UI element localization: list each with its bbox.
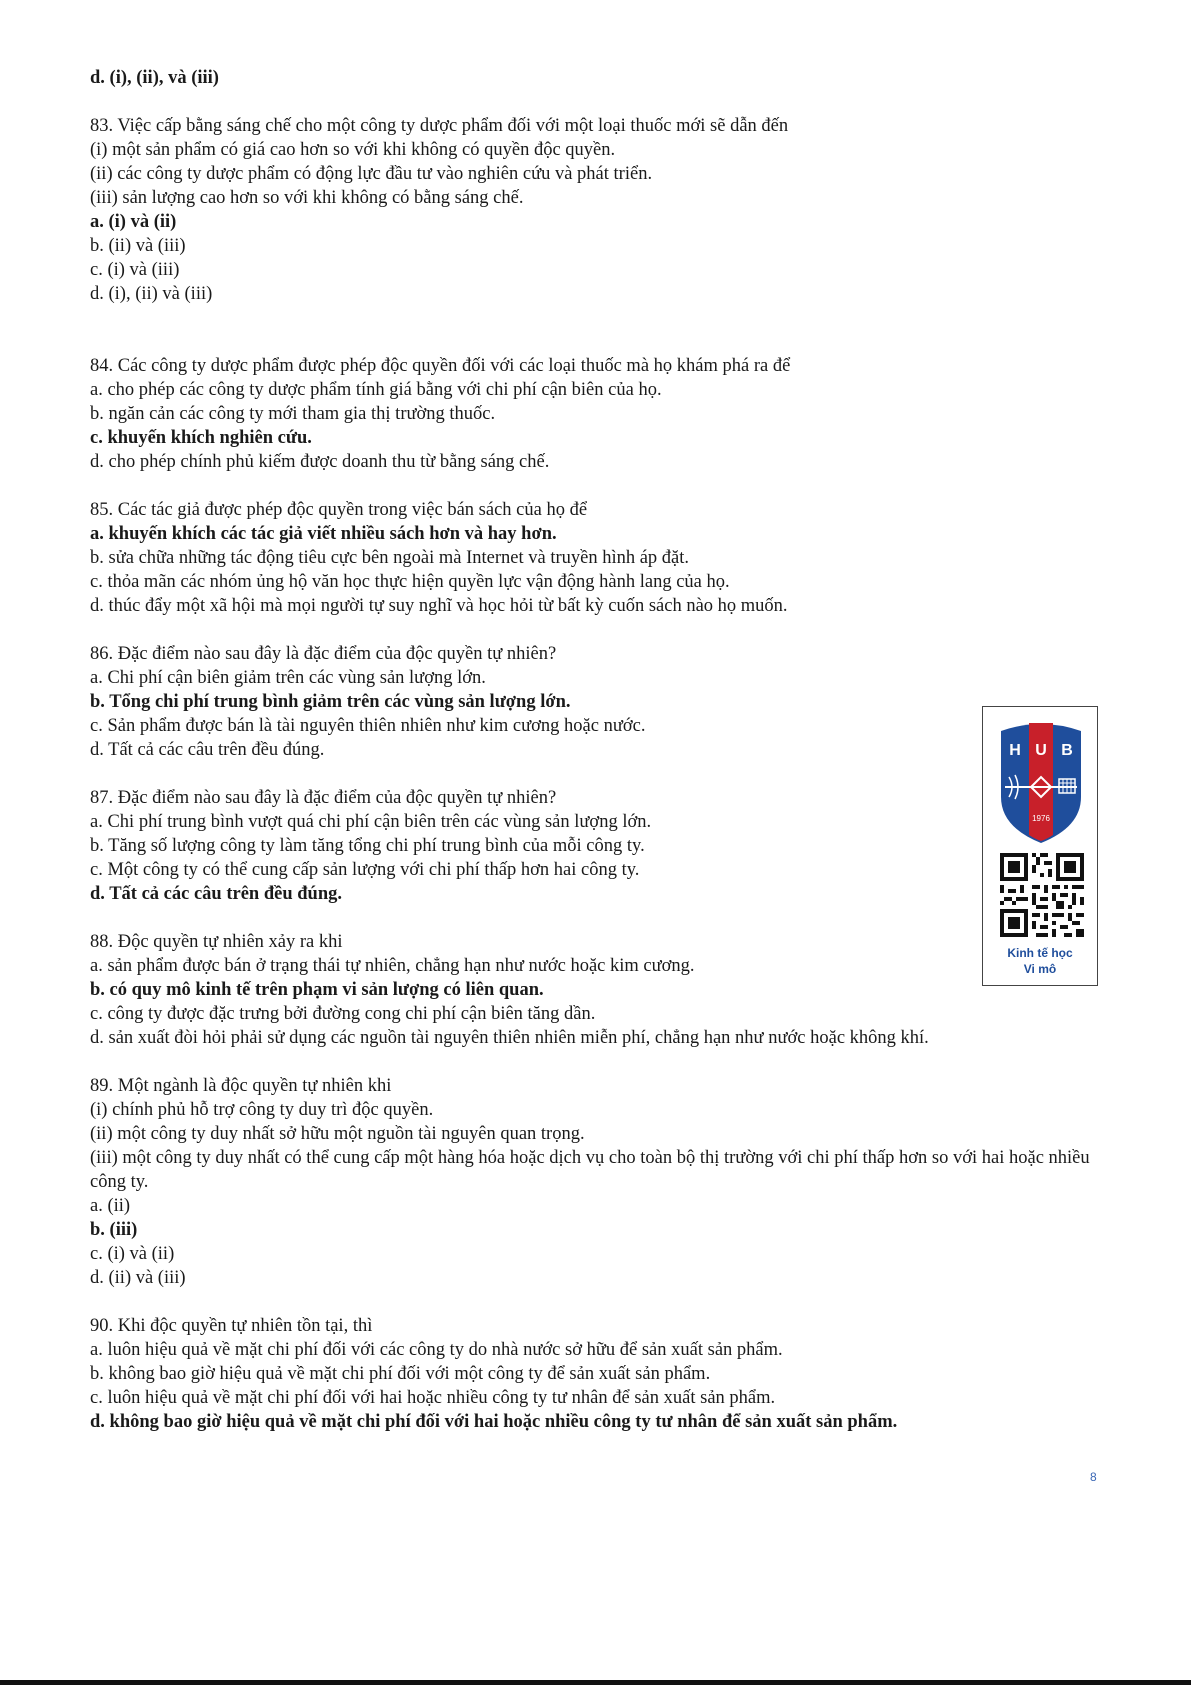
answer-option-correct: a. (i) và (ii) [90,212,177,232]
answer-option: d. sản xuất đòi hỏi phải sử dụng các nguồn tài nguyên thiên nhiên miễn phí, chẳng hạn như nước hoặc không khí. [90,1028,929,1048]
answer-option: c. thỏa mãn các nhóm ủng hộ văn học thực hiện quyền lực vận động hành lang của họ. [90,572,730,592]
page-number: 8 [1090,1470,1097,1484]
question-stem: 89. Một ngành là độc quyền tự nhiên khi [90,1076,392,1096]
question-84 [90,354,1100,474]
question-stem: 85. Các tác giả được phép độc quyền trong việc bán sách của họ để [90,500,588,520]
logo-letter-h: H [1009,742,1021,759]
question-stem: 87. Đặc điểm nào sau đây là đặc điểm của độc quyền tự nhiên? [90,788,557,808]
answer-option: d. Tất cả các câu trên đều đúng. [90,740,325,760]
answer-option: a. (ii) [90,1196,131,1216]
answer-option: b. không bao giờ hiệu quả về mặt chi phí đối với một công ty để sản xuất sản phẩm. [90,1364,711,1384]
question-stem: 83. Việc cấp bằng sáng chế cho một công ty dược phẩm đối với một loại thuốc mới sẽ dẫn đến [90,116,789,136]
answer-option: c. công ty được đặc trưng bởi đường cong chi phí cận biên tăng dần. [90,1004,596,1024]
answer-option: a. Chi phí cận biên giảm trên các vùng sản lượng lớn. [90,668,486,688]
answer-option-correct: a. khuyến khích các tác giả viết nhiều sách hơn và hay hơn. [90,524,557,544]
qr-code-icon [1000,853,1084,937]
answer-option: a. sản phẩm được bán ở trạng thái tự nhiên, chẳng hạn như nước hoặc kim cương. [90,956,695,976]
answer-option: b. (ii) và (iii) [90,236,186,256]
question-stem: 84. Các công ty dược phẩm được phép độc quyền đối với các loại thuốc mà họ khám phá ra để [90,356,791,376]
answer-option: b. Tăng số lượng công ty làm tăng tổng chi phí trung bình của mỗi công ty. [90,836,645,856]
answer-option-correct: b. Tổng chi phí trung bình giảm trên các vùng sản lượng lớn. [90,692,571,712]
question-86 [90,642,1100,762]
bottom-edge-rule [0,1680,1191,1685]
logo-year: 1976 [1032,814,1050,823]
question-88 [90,930,1100,1050]
logo-letter-b: B [1061,742,1073,759]
answer-option: d. (i), (ii), và (iii) [90,68,219,88]
hub-logo-card [982,706,1098,986]
answer-option: c. (i) và (iii) [90,260,180,280]
answer-option: a. Chi phí trung bình vượt quá chi phí cận biên trên các vùng sản lượng lớn. [90,812,652,832]
statement: (iii) sản lượng cao hơn so với khi không có bằng sáng chế. [90,188,524,208]
answer-option-correct: d. Tất cả các câu trên đều đúng. [90,884,342,904]
answer-option: b. sửa chữa những tác động tiêu cực bên ngoài mà Internet và truyền hình áp đặt. [90,548,690,568]
answer-option-correct: b. (iii) [90,1220,138,1240]
answer-option: a. cho phép các công ty dược phẩm tính giá bằng với chi phí cận biên của họ. [90,380,662,400]
answer-option: b. ngăn cản các công ty mới tham gia thị trường thuốc. [90,404,496,424]
answer-option: d. (ii) và (iii) [90,1268,186,1288]
answer-option: d. (i), (ii) và (iii) [90,284,213,304]
answer-option-correct: d. không bao giờ hiệu quả về mặt chi phí đối với hai hoặc nhiều công ty tư nhân để sản xuất sản phẩm. [90,1412,898,1432]
statement: (ii) một công ty duy nhất sở hữu một nguồn tài nguyên quan trọng. [90,1124,585,1144]
question-85 [90,498,1100,618]
question-83 [90,114,1100,306]
answer-option: c. (i) và (ii) [90,1244,175,1264]
question-stem: 90. Khi độc quyền tự nhiên tồn tại, thì [90,1316,373,1336]
logo-caption-line-2: Vi mô [1023,962,1057,976]
statement: (ii) các công ty dược phẩm có động lực đầu tư vào nghiên cứu và phát triển. [90,164,653,184]
answer-option-correct: c. khuyến khích nghiên cứu. [90,428,312,448]
question-list [90,66,1100,1458]
statement: (i) một sản phẩm có giá cao hơn so với khi không có quyền độc quyền. [90,140,616,160]
statement: (iii) một công ty duy nhất có thể cung cấp một hàng hóa hoặc dịch vụ cho toàn bộ thị trường với chi phí thấp hơn so với hai hoặc nhiều công ty. [90,1148,1090,1192]
question-89 [90,1074,1100,1290]
question-90 [90,1314,1100,1434]
question-87 [90,786,1100,906]
question-stem: 86. Đặc điểm nào sau đây là đặc điểm của độc quyền tự nhiên? [90,644,557,664]
answer-option: d. thúc đẩy một xã hội mà mọi người tự suy nghĩ và học hỏi từ bất kỳ cuốn sách nào họ muốn. [90,596,788,616]
question-stem: 88. Độc quyền tự nhiên xảy ra khi [90,932,343,952]
answer-option: c. Một công ty có thể cung cấp sản lượng với chi phí thấp hơn hai công ty. [90,860,640,880]
answer-option-correct: b. có quy mô kinh tế trên phạm vi sản lượng có liên quan. [90,980,544,1000]
logo-caption [983,945,1097,977]
statement: (i) chính phủ hỗ trợ công ty duy trì độc quyền. [90,1100,434,1120]
answer-option: d. cho phép chính phủ kiếm được doanh thu từ bằng sáng chế. [90,452,550,472]
answer-option: c. Sản phẩm được bán là tài nguyên thiên nhiên như kim cương hoặc nước. [90,716,646,736]
answer-option: c. luôn hiệu quả về mặt chi phí đối với hai hoặc nhiều công ty tư nhân để sản xuất sản phẩm. [90,1388,776,1408]
logo-letter-u: U [1035,742,1047,759]
logo-caption-line-1: Kinh tế học [1007,946,1073,960]
previous-question-answer [90,66,1100,90]
hub-shield-logo-icon [997,717,1085,845]
answer-option: a. luôn hiệu quả về mặt chi phí đối với các công ty do nhà nước sở hữu để sản xuất sản phẩm. [90,1340,783,1360]
